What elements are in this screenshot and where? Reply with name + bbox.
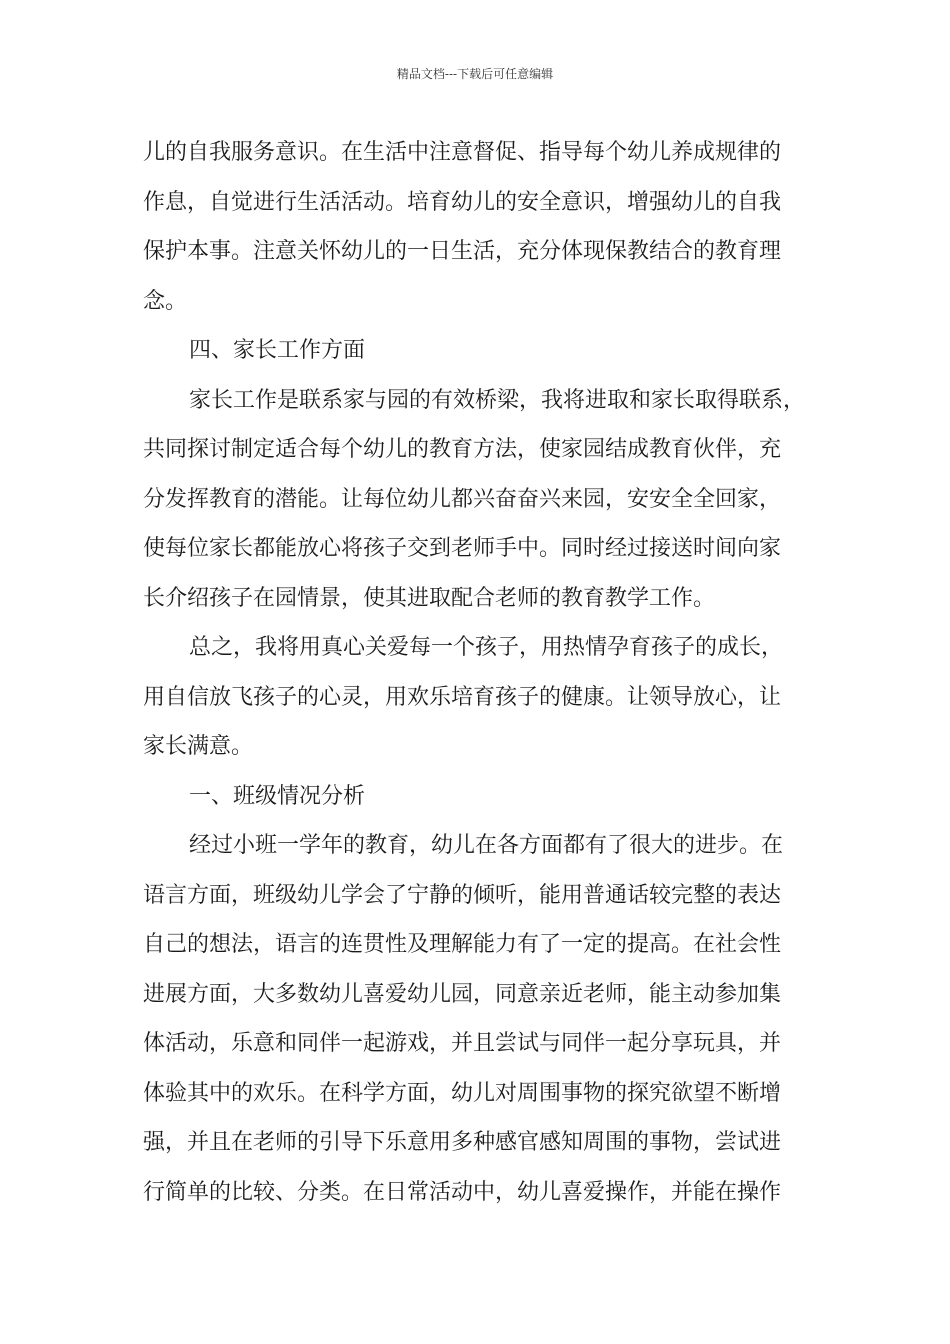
text-line: 总之，我将用真心关爱每一个孩子，用热情孕育孩子的成长， [189, 635, 784, 660]
text-line: 语言方面，班级幼儿学会了宁静的倾听，能用普通话较完整的表达 [143, 882, 782, 908]
text-line: 进展方面，大多数幼儿喜爱幼儿园，同意亲近老师，能主动参加集 [143, 981, 782, 1007]
text-line: 长介绍孩子在园情景，使其进取配合老师的教育教学工作。 [143, 585, 716, 611]
text-line: 念。 [143, 288, 188, 314]
text-line: 儿的自我服务意识。在生活中注意督促、指导每个幼儿养成规律的 [143, 140, 782, 165]
section-heading: 一、班级情况分析 [189, 783, 366, 809]
text-line: 共同探讨制定适合每个幼儿的教育方法，使家园结成教育伙伴，充 [143, 437, 782, 462]
document-body [143, 128, 811, 1217]
text-line: 行简单的比较、分类。在日常活动中，幼儿喜爱操作，并能在操作 [143, 1179, 782, 1205]
text-line: 强，并且在老师的引导下乐意用多种感官感知周围的事物，尝试进 [143, 1130, 782, 1155]
text-line: 体活动，乐意和同伴一起游戏，并且尝试与同伴一起分享玩具，并 [143, 1031, 782, 1056]
page-header: 精品文档---下载后可任意编辑 [396, 67, 554, 81]
text-line: 使每位家长都能放心将孩子交到老师手中。同时经过接送时间向家 [143, 536, 782, 561]
text-line: 自己的想法，语言的连贯性及理解能力有了一定的提高。在社会性 [143, 932, 782, 957]
text-line: 家长满意。 [143, 734, 254, 759]
text-line: 作息，自觉进行生活活动。培育幼儿的安全意识，增强幼儿的自我 [143, 189, 782, 215]
text-line: 体验其中的欢乐。在科学方面，幼儿对周围事物的探究欲望不断增 [143, 1080, 782, 1106]
text-line: 经过小班一学年的教育，幼儿在各方面都有了很大的进步。在 [189, 833, 784, 858]
text-line: 家长工作是联系家与园的有效桥梁，我将进取和家长取得联系， [189, 387, 806, 413]
text-line: 分发挥教育的潜能。让每位幼儿都兴奋奋兴来园，安安全全回家， [143, 486, 782, 512]
text-line: 用自信放飞孩子的心灵，用欢乐培育孩子的健康。让领导放心，让 [143, 684, 782, 710]
section-heading: 四、家长工作方面 [189, 338, 366, 363]
text-line: 保护本事。注意关怀幼儿的一日生活，充分体现保教结合的教育理 [143, 239, 782, 264]
